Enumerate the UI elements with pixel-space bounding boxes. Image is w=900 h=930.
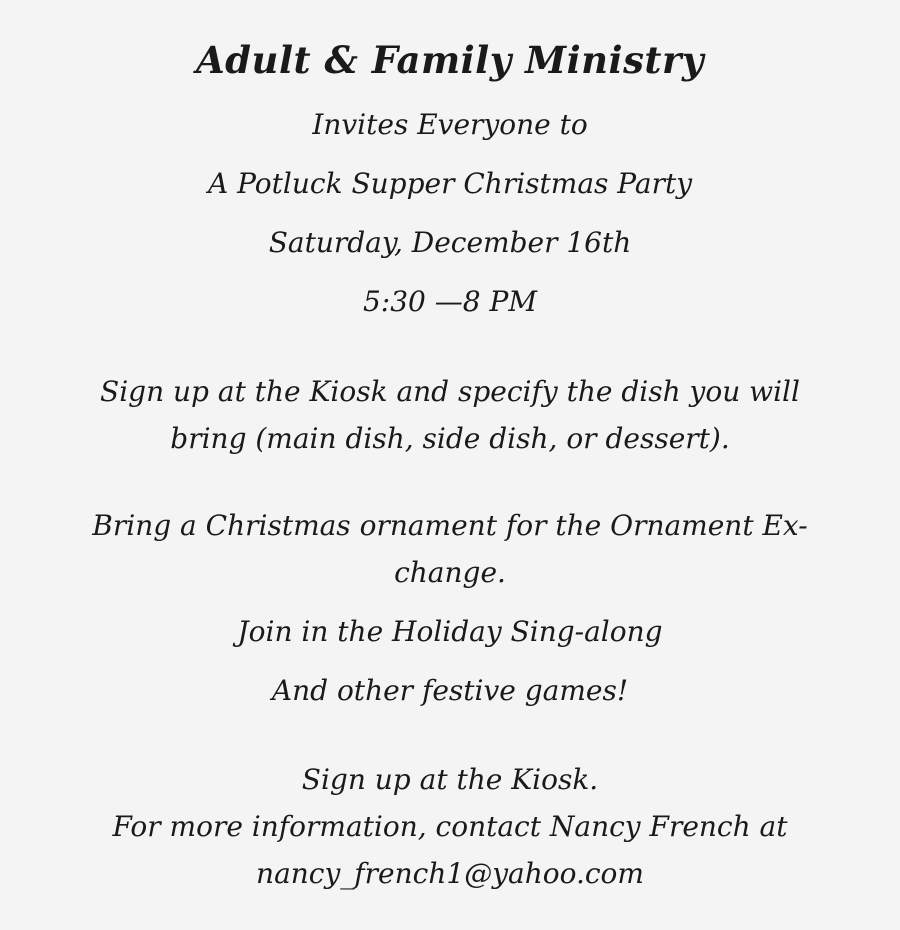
flyer-title: Adult & Family Ministry (195, 38, 705, 82)
contact-block (60, 756, 840, 897)
contact-line: For more information, contact Nancy French at (112, 810, 788, 843)
invite-line: Invites Everyone to (312, 108, 588, 141)
event-name: A Potluck Supper Christmas Party (207, 167, 693, 200)
event-date: Saturday, December 16th (268, 226, 632, 259)
singalong-line: Join in the Holiday Sing-along (237, 615, 663, 648)
contact-email[interactable]: nancy_french1@yahoo.com (256, 857, 644, 890)
ornament-paragraph: Bring a Christmas ornament for the Ornament Ex-change. (92, 509, 808, 589)
signup-paragraph: Sign up at the Kiosk and specify the dish you will bring (main dish, side dish, or dessert). (100, 375, 800, 455)
signup-short: Sign up at the Kiosk. (301, 763, 599, 796)
event-time: 5:30 —8 PM (362, 285, 537, 318)
games-line: And other festive games! (271, 674, 629, 707)
